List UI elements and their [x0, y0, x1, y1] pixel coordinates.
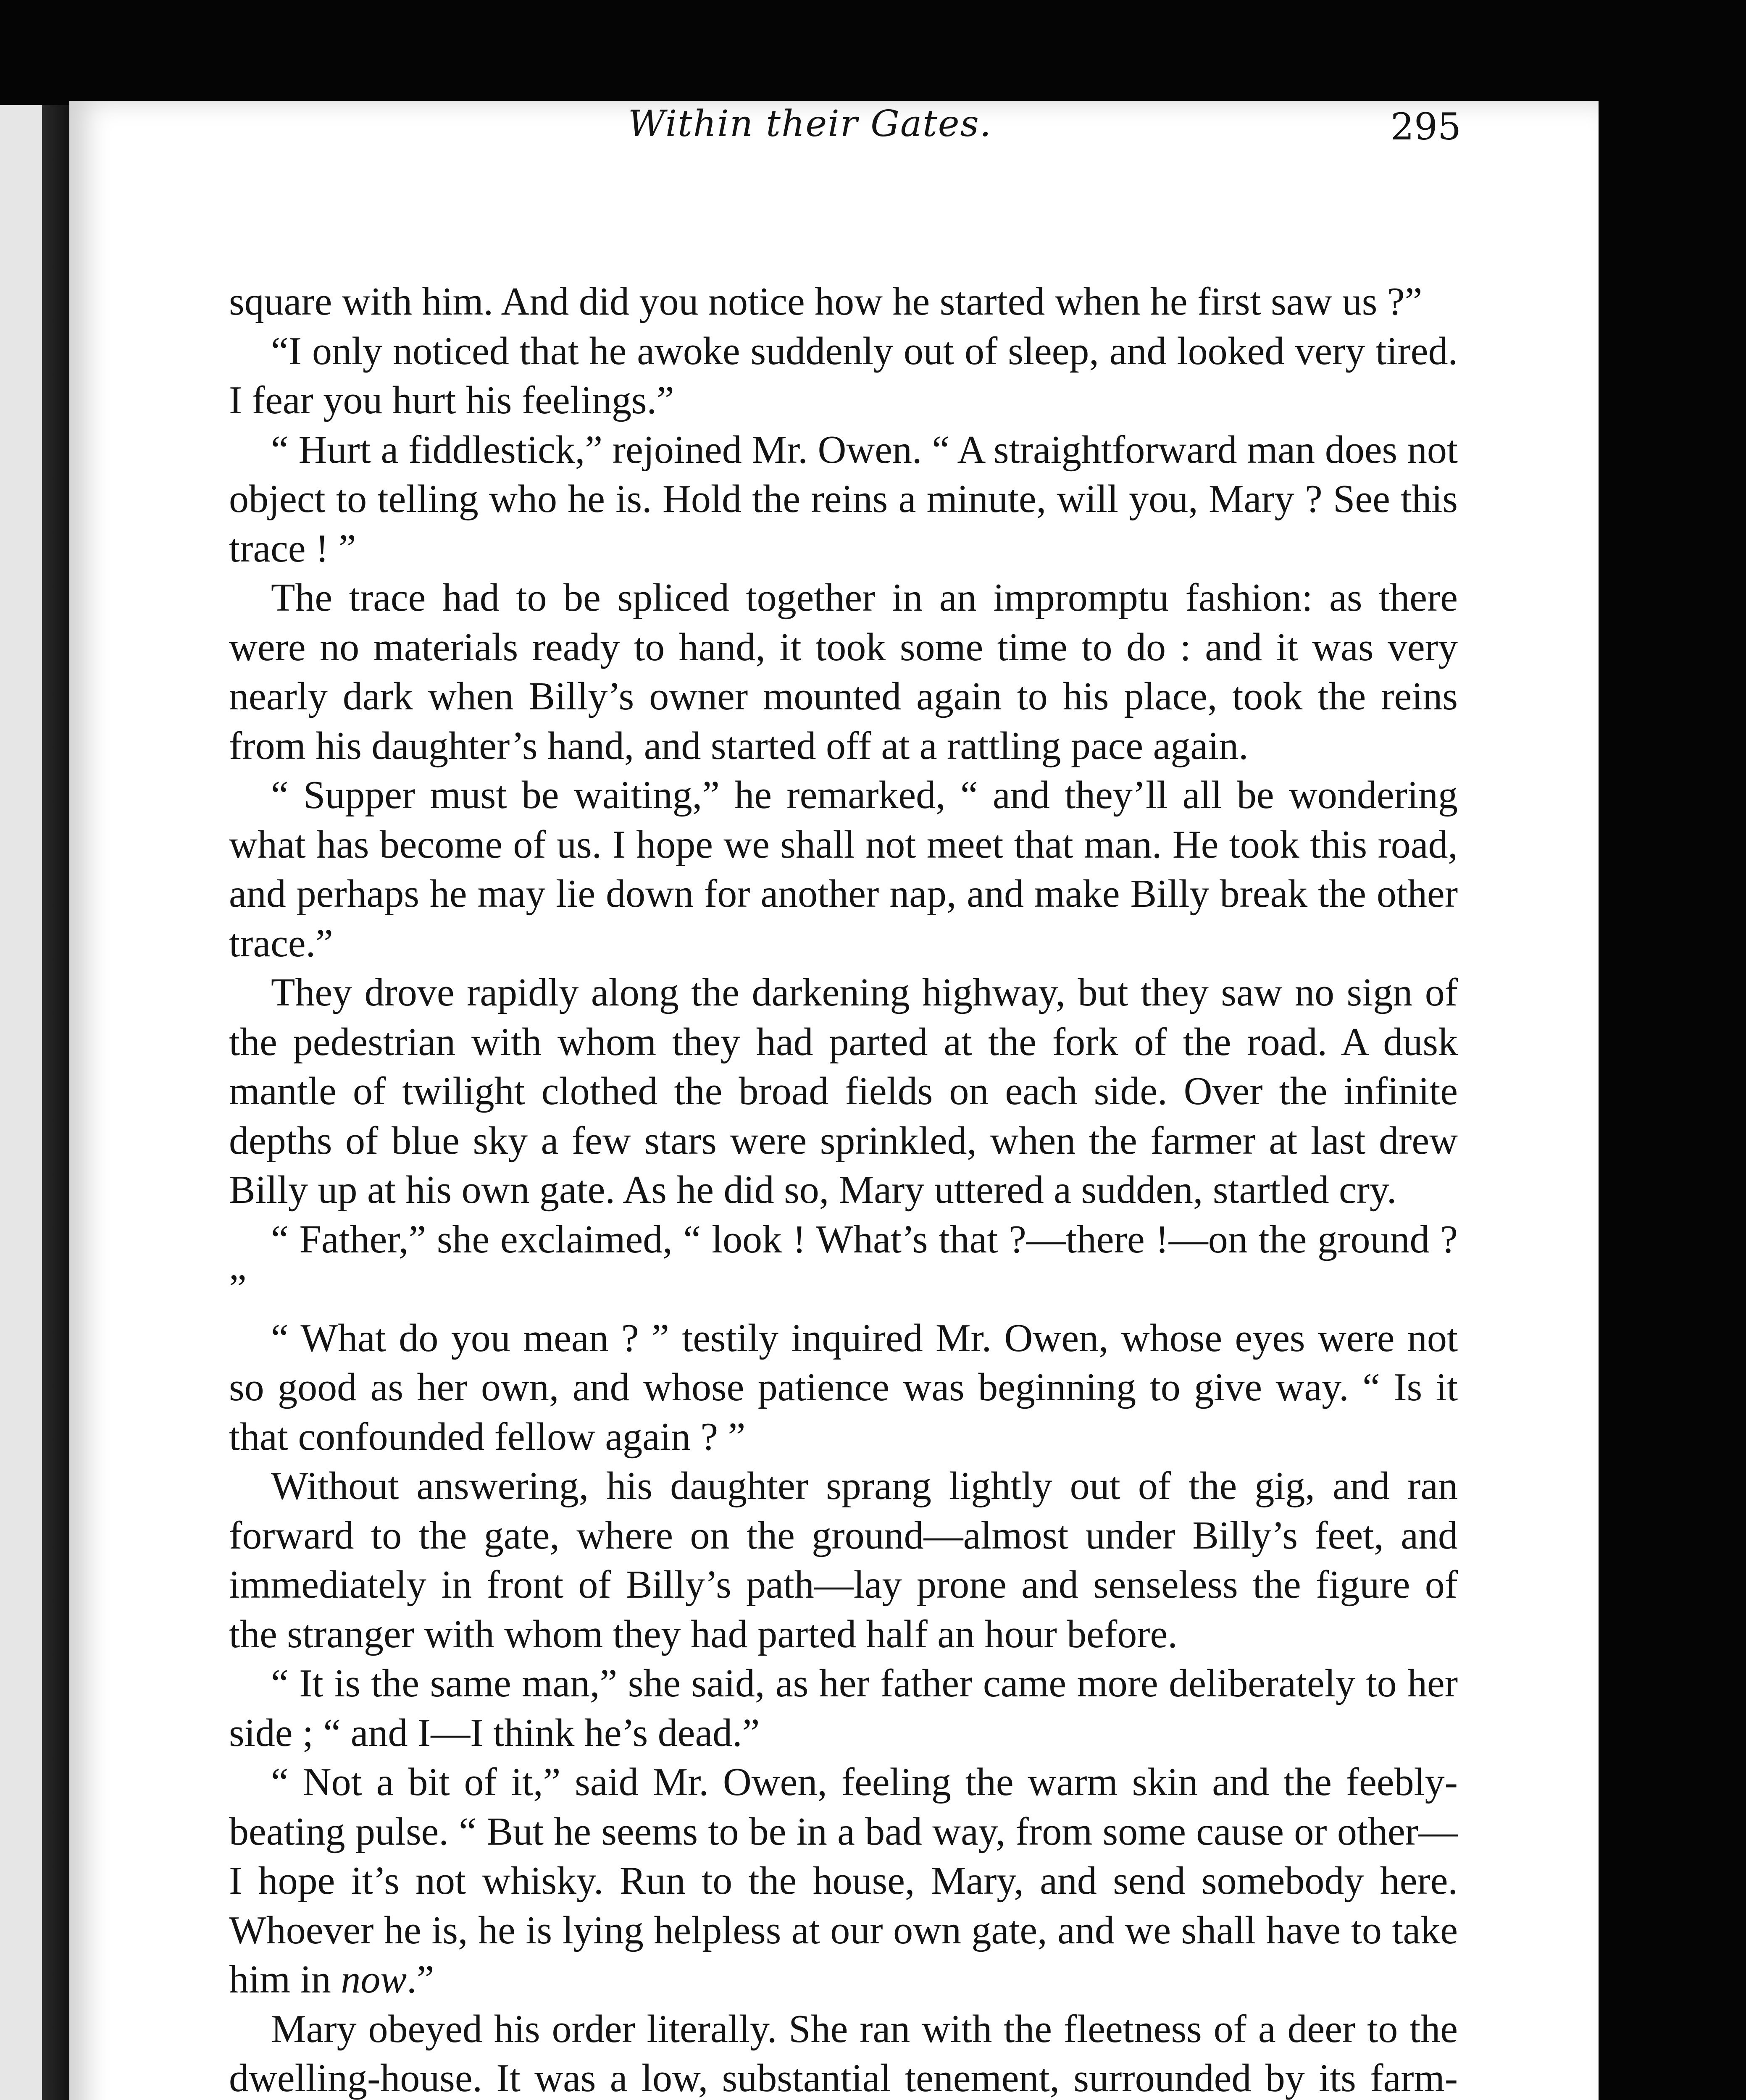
paragraph — [229, 968, 1458, 1215]
facing-page-edge — [0, 105, 42, 2100]
paragraph-text: Without answering, his daughter sprang lightly out of the gig, and ran forward to the gate, where on the ground—almost under Billy’s feet, and immediately in front of Billy’s path—lay prone and senseless the figure of the stranger with whom they had parted half an hour before. — [229, 1464, 1458, 1656]
paragraph — [229, 425, 1458, 574]
paragraph-text: “ It is the same man,” she said, as her father came more deliberately to her side ; “ and I—I think he’s dead.” — [229, 1662, 1458, 1755]
page-number: 295 — [1391, 105, 1461, 148]
paragraph-text: “I only noticed that he awoke suddenly out of sleep, and looked very tired. I fear you hurt his feelings.” — [229, 329, 1458, 422]
paragraph — [229, 1314, 1458, 1462]
paragraph-text: The trace had to be spliced together in an impromptu fashion: as there were no materials ready to hand, it took some time to do : and it was very nearly dark when Billy’s owner mounted again to his place, took the reins from his daughter’s hand, and started off at a rattling pace again. — [229, 576, 1458, 768]
paragraph-text: “ What do you mean ? ” testily inquired Mr. Owen, whose eyes were not so good as her own, and whose patience was beginning to give way. “ Is it that confounded fellow again ? ” — [229, 1316, 1458, 1459]
paragraph — [229, 573, 1458, 771]
paragraph — [229, 2005, 1458, 2100]
paragraph — [229, 771, 1458, 968]
paragraph-text: “ Hurt a fiddlestick,” rejoined Mr. Owen. “ A straightforward man does not object to telling who he is. Hold the reins a minute, will you, Mary ? See this trace ! ” — [229, 428, 1458, 570]
paragraph — [229, 1758, 1458, 2005]
book-gutter — [42, 105, 71, 2100]
italic-word: now — [341, 1958, 407, 2001]
paragraph — [229, 327, 1458, 425]
paragraph-text-end: .” — [407, 1958, 434, 2001]
paragraph — [229, 277, 1458, 327]
paragraph-text: “ Supper must be waiting,” he remarked, “ and they’ll all be wondering what has become of us. I hope we shall not meet that man. He took this road, and perhaps he may lie down for another nap, and make Billy break the other trace.” — [229, 773, 1458, 965]
paragraph-text: Mary obeyed his order literally. She ran with the fleetness of a deer to the dwelling-house. It was a low, substantial tenement, surrounded by its farm- — [229, 2007, 1458, 2100]
running-head — [165, 103, 1461, 166]
body-text — [229, 277, 1458, 2100]
paragraph — [229, 1215, 1458, 1314]
paragraph-text: They drove rapidly along the darkening highway, but they saw no sign of the pedestrian with whom they had parted at the fork of the road. A dusk mantle of twilight clothed the broad fields on each side. Over the infinite depths of blue sky a few stars were sprinkled, when the farmer at last drew Billy up at his own gate. As he did so, Mary uttered a sudden, startled cry. — [229, 971, 1458, 1212]
paragraph — [229, 1462, 1458, 1659]
paragraph-text: “ Father,” she exclaimed, “ look ! What’s that ?—there !—on the ground ? ” — [229, 1217, 1458, 1310]
paragraph-text: square with him. And did you notice how he started when he first saw us ?” — [229, 280, 1423, 323]
paragraph — [229, 1659, 1458, 1758]
running-title: Within their Gates. — [628, 103, 992, 145]
paragraph-text: “ Not a bit of it,” said Mr. Owen, feeling the warm skin and the feebly-beating pulse. “ But he seems to be in a bad way, from some cause or other—I hope it’s not whisky. Run to the house, Mary, and send somebody here. Whoever he is, he is lying helpless at our own gate, and we shall have to take him in — [229, 1760, 1458, 2001]
